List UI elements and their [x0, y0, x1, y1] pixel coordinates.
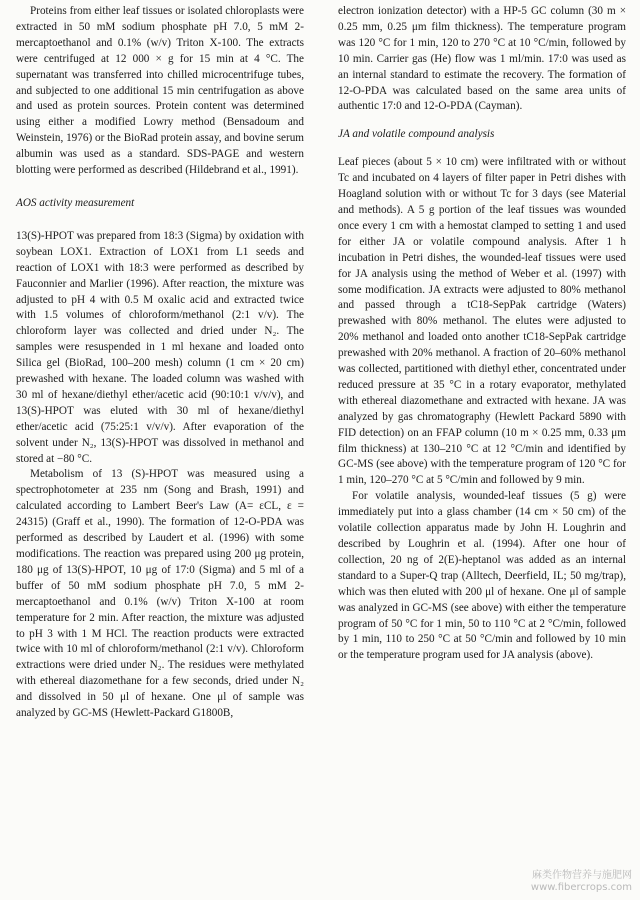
paragraph-volatile-analysis: For volatile analysis, wounded-leaf tissues (5 g) were immediately put into a glass chamber (14 cm × 50 cm) of the volatile collection apparatus made by John H. Loughrin and described by Loughrin et al. (1994). After one hour of collection, 20 ng of 2(E)-heptanol was added as an internal standard to a Super-Q trap (Alltech, Deerfield, IL; 50 mg/trap), which was then eluted with 200 μl of hexane. One μl of sample was analyzed in GC-MS (see above) with either the temperature program of 50 °C for 1 min, 50 to 110 °C at 2 °C/min, followed by 1 min, 110 to 250 °C at 50 °C/min and followed by 10 min or the temperature program used for JA analysis (above).: [338, 490, 626, 662]
paragraph-hpot-preparation: 13(S)-HPOT was prepared from 18:3 (Sigma) by oxidation with soybean LOX1. Extraction of LOX1 from L1 seeds and reaction of LOX1 with 18:3 were performed as described by Fauconnier and Marlier (1996). After reaction, the mixture was adjusted to pH 4 with 0.5 M oxalic acid and extracted twice with 1.5 volumes of chloroform/methanol (2:1 v/v). The chloroform layer was collected and dried under N₂. The samples were resuspended in 1 ml hexane and loaded onto Silica gel (BioRad, 100–200 mesh) column (1 cm × 20 cm) prewashed with hexane. The loaded column was washed with 30 ml of hexane/diethyl ether/acetic acid (90:10:1 v/v/v), and 13(S)-HPOT was eluted with 30 ml of hexane/diethyl ether/acetic acid (75:25:1 v/v/v). After evaporation of the solvent under N₂, 13(S)-HPOT was dissolved in methanol and stored at −80 °C.: [16, 229, 304, 465]
left-column: [16, 4, 304, 722]
paragraph-gc-column: electron ionization detector) with a HP-5 GC column (30 m × 0.25 mm, 0.25 μm film thickness). The temperature program was 120 °C for 1 min, 120 to 270 °C at 10 °C/min, followed by 10 min. Carrier gas (He) flow was 1 ml/min. 17:0 was used as an internal standard to estimate the recovery. The formation of 12-O-PDA was calculated based on the same area units of authentic 17:0 and 12-O-PDA (Cayman).: [338, 5, 626, 113]
right-column: [338, 4, 626, 664]
section-heading-aos: AOS activity measurement: [16, 196, 135, 209]
paragraph-hpot-metabolism: Metabolism of 13 (S)-HPOT was measured using a spectrophotometer at 235 nm (Song and Brash, 1991) and calculated according to Lambert Beer's Law (A= εCL, ε = 24315) (Graff et al., 1990). The formation of 12-O-PDA was performed as described by Laudert et al. (1996) with some modifications. The reaction was prepared using 200 μg protein, 180 μg of 13(S)-HPOT, 10 μg of 17:0 (Sigma) and 5 ml of a buffer of 50 mM sodium phosphate pH 7.0, 5 mM 2-mercaptoethanol and 0.1% (w/v) Triton X-100 at room temperature for 2 min. After reaction, the mixture was adjusted to pH 3 with 1 M HCl. The reaction products were extracted twice with 10 ml of chloroform/methanol (2:1 v/v). Chloroform extractions were dried under N₂. The residues were methylated with ethereal diazomethane for a few seconds, dried under N₂ and dissolved in 50 μl of hexane. One μl of sample was analyzed by GC-MS (Hewlett-Packard G1800B,: [16, 468, 304, 720]
site-watermark: [531, 870, 632, 894]
watermark-title: 麻类作物营养与施肥网: [532, 870, 632, 881]
watermark-url: www.fibercrops.com: [530, 882, 632, 893]
paragraph-ja-analysis: Leaf pieces (about 5 × 10 cm) were infiltrated with or without Tc and incubated on 4 layers of filter paper in Petri dishes with Hoagland solution with or without Tc for 3 days (see Material and methods). A 5 g portion of the leaf tissues was wounded once every 1 cm with a hemostat clamped to setting 1 and used for either JA or volatile compound analysis. After 1 h incubation in Petri dishes, the wounded-leaf tissues were used for JA analysis using the method of Weber et al. (1997) with some modification. JA extracts were adjusted to 80% methanol and passed through a tC18-SepPak cartridge (Waters) prewashed with 80% methanol. The elutes were adjusted to 20% methanol and loaded onto another tC18-SepPak cartridge prewashed with 20% methanol. A fraction of 20–60% methanol was collected, partitioned with diethyl ether, concentrated under reduced pressure at 35 °C in a rotary evaporator, methylated with ethereal diazomethane and extracted with hexane. JA was analyzed by gas chromatography (Hewlett Packard 5890 with FID detection) on an FFAP column (10 m × 0.25 mm, 0.33 μm film thickness) at 130–210 °C at 12 °C/min and identified by GC-MS (see above) with the temperature program of 120 °C for 1 min, 120–270 °C at 5 °C/min and followed by 9 min.: [338, 156, 626, 487]
paragraph-protein-extraction: Proteins from either leaf tissues or isolated chloroplasts were extracted in 50 mM sodium phosphate pH 7.0, 5 mM 2-mercaptoethanol and 0.1% (w/v) Triton X-100. The extracts were centrifuged at 12 000 × g for 15 min at 4 °C. The supernatant was transferred into chilled microcentrifuge tubes, and subjected to one additional 15 min centrifugation as above and used as protein sources. Protein content was determined using either a modified Lowry method (Bensadoum and Weinstein, 1976) or the BioRad protein assay, and bovine serum albumin was used as a standard. SDS-PAGE and western blotting were performed as described (Hildebrand et al., 1991).: [16, 5, 304, 177]
section-heading-ja: JA and volatile compound analysis: [338, 128, 495, 141]
